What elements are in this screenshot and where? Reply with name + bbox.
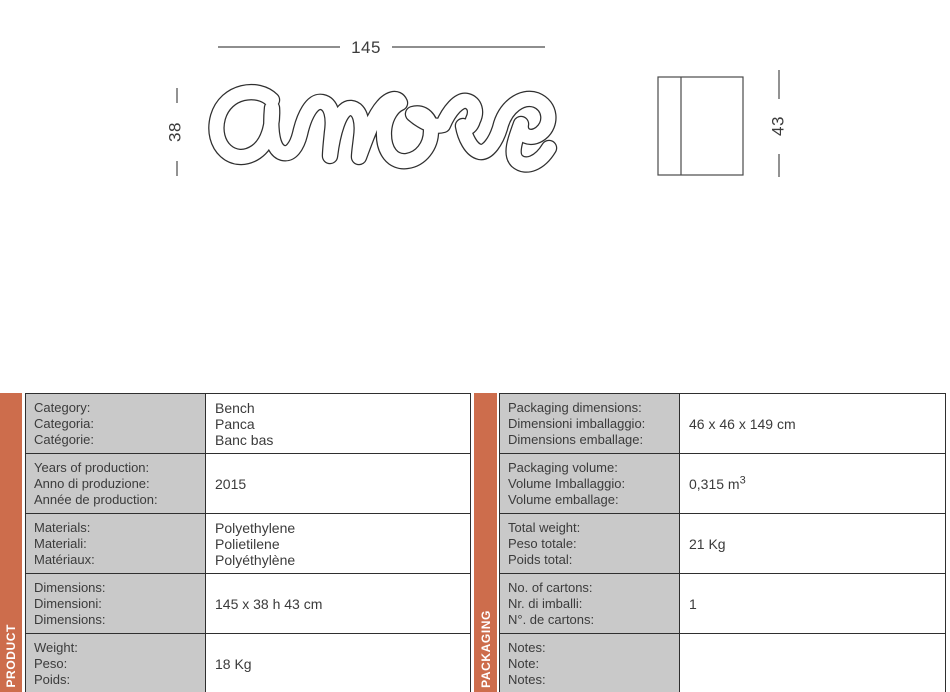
label-cell [26,574,206,633]
packaging-section-label: PACKAGING [478,610,493,688]
label-line: Notes: [508,639,546,655]
row-packaging-dimensions [500,394,945,454]
packaging-section [474,393,946,692]
packaging-section-bar [474,393,497,692]
label-cell [500,514,680,573]
row-materials [26,514,470,574]
value-cell [680,514,945,573]
label-cell [26,634,206,692]
label-line: Volume Imballaggio: [508,475,626,491]
label-cell [26,394,206,453]
label-line: Categoria: [34,415,94,431]
label-line: N°. de cartons: [508,611,595,627]
value-line: Banc bas [215,431,274,448]
row-category [26,394,470,454]
front-width-label: 145 [351,38,381,57]
value-text: 0,315 m [689,475,740,492]
value-cell [206,514,470,573]
front-depth-label: 38 [165,122,185,142]
label-line: Packaging dimensions: [508,399,642,415]
value-line: Panca [215,415,255,432]
value-line: 18 Kg [215,655,252,672]
label-line: Volume emballage: [508,491,619,507]
product-table [25,393,471,692]
label-line: Total weight: [508,519,581,535]
row-packaging-volume [500,454,945,514]
label-cell [26,514,206,573]
label-line: Dimensioni imballaggio: [508,415,646,431]
spec-tables [0,393,950,692]
product-section-bar [0,393,22,692]
row-dimensions [26,574,470,634]
value-cell [680,394,945,453]
value-line: Polyéthylène [215,551,296,568]
label-line: Dimensions emballage: [508,431,644,447]
label-line: Catégorie: [34,431,94,447]
label-line: Notes: [508,671,546,687]
row-total-weight [500,514,945,574]
label-cell [500,574,680,633]
value-cell [680,634,945,692]
value-line: Bench [215,399,255,416]
value-line: 46 x 46 x 149 cm [689,415,796,432]
label-line: Matériaux: [34,551,95,567]
value-superscript: 3 [739,473,746,486]
label-line: Nr. di imballi: [508,595,583,611]
value-line: 21 Kg [689,535,726,552]
value-line: Polyethylene [215,519,296,536]
value-cell [680,574,945,633]
value-cell [206,454,470,513]
label-line: Dimensioni: [34,595,102,611]
label-line: Materials: [34,519,91,535]
value-cell [680,454,945,513]
value-cell [206,394,470,453]
front-width-dimension [218,38,545,57]
value-line: 2015 [215,475,247,492]
label-line: Anno di produzione: [34,475,150,491]
label-line: Peso: [34,655,68,671]
row-notes [500,634,945,692]
row-weight [26,634,470,692]
label-line: Materiali: [34,535,87,551]
label-cell [500,394,680,453]
label-line: Poids total: [508,551,573,567]
packaging-volume-value [689,473,945,492]
label-cell [500,634,680,692]
side-height-label: 43 [768,116,788,136]
value-line: 145 x 38 h 43 cm [215,595,323,612]
label-line: Years of production: [34,459,150,475]
label-line: Peso totale: [508,535,577,551]
product-section [0,393,471,692]
label-line: Weight: [34,639,78,655]
value-cell [206,574,470,633]
label-line: Poids: [34,671,71,687]
front-view-drawing [216,92,549,164]
side-height-dimension [768,70,787,177]
value-line: Polietilene [215,535,280,552]
value-line: 1 [689,595,697,612]
label-line: Dimensions: [34,611,106,627]
label-cell [500,454,680,513]
row-number-of-cartons [500,574,945,634]
front-depth-dimension [165,88,184,176]
value-cell [206,634,470,692]
side-view-rect [658,77,743,175]
label-cell [26,454,206,513]
label-line: Category: [34,399,91,415]
label-line: Note: [508,655,540,671]
label-line: Packaging volume: [508,459,618,475]
side-view-drawing [658,77,743,175]
product-section-label: PRODUCT [4,624,18,688]
row-years-of-production [26,454,470,514]
label-line: Année de production: [34,491,158,507]
label-line: Dimensions: [34,579,106,595]
label-line: No. of cartons: [508,579,593,595]
packaging-table [499,393,946,692]
